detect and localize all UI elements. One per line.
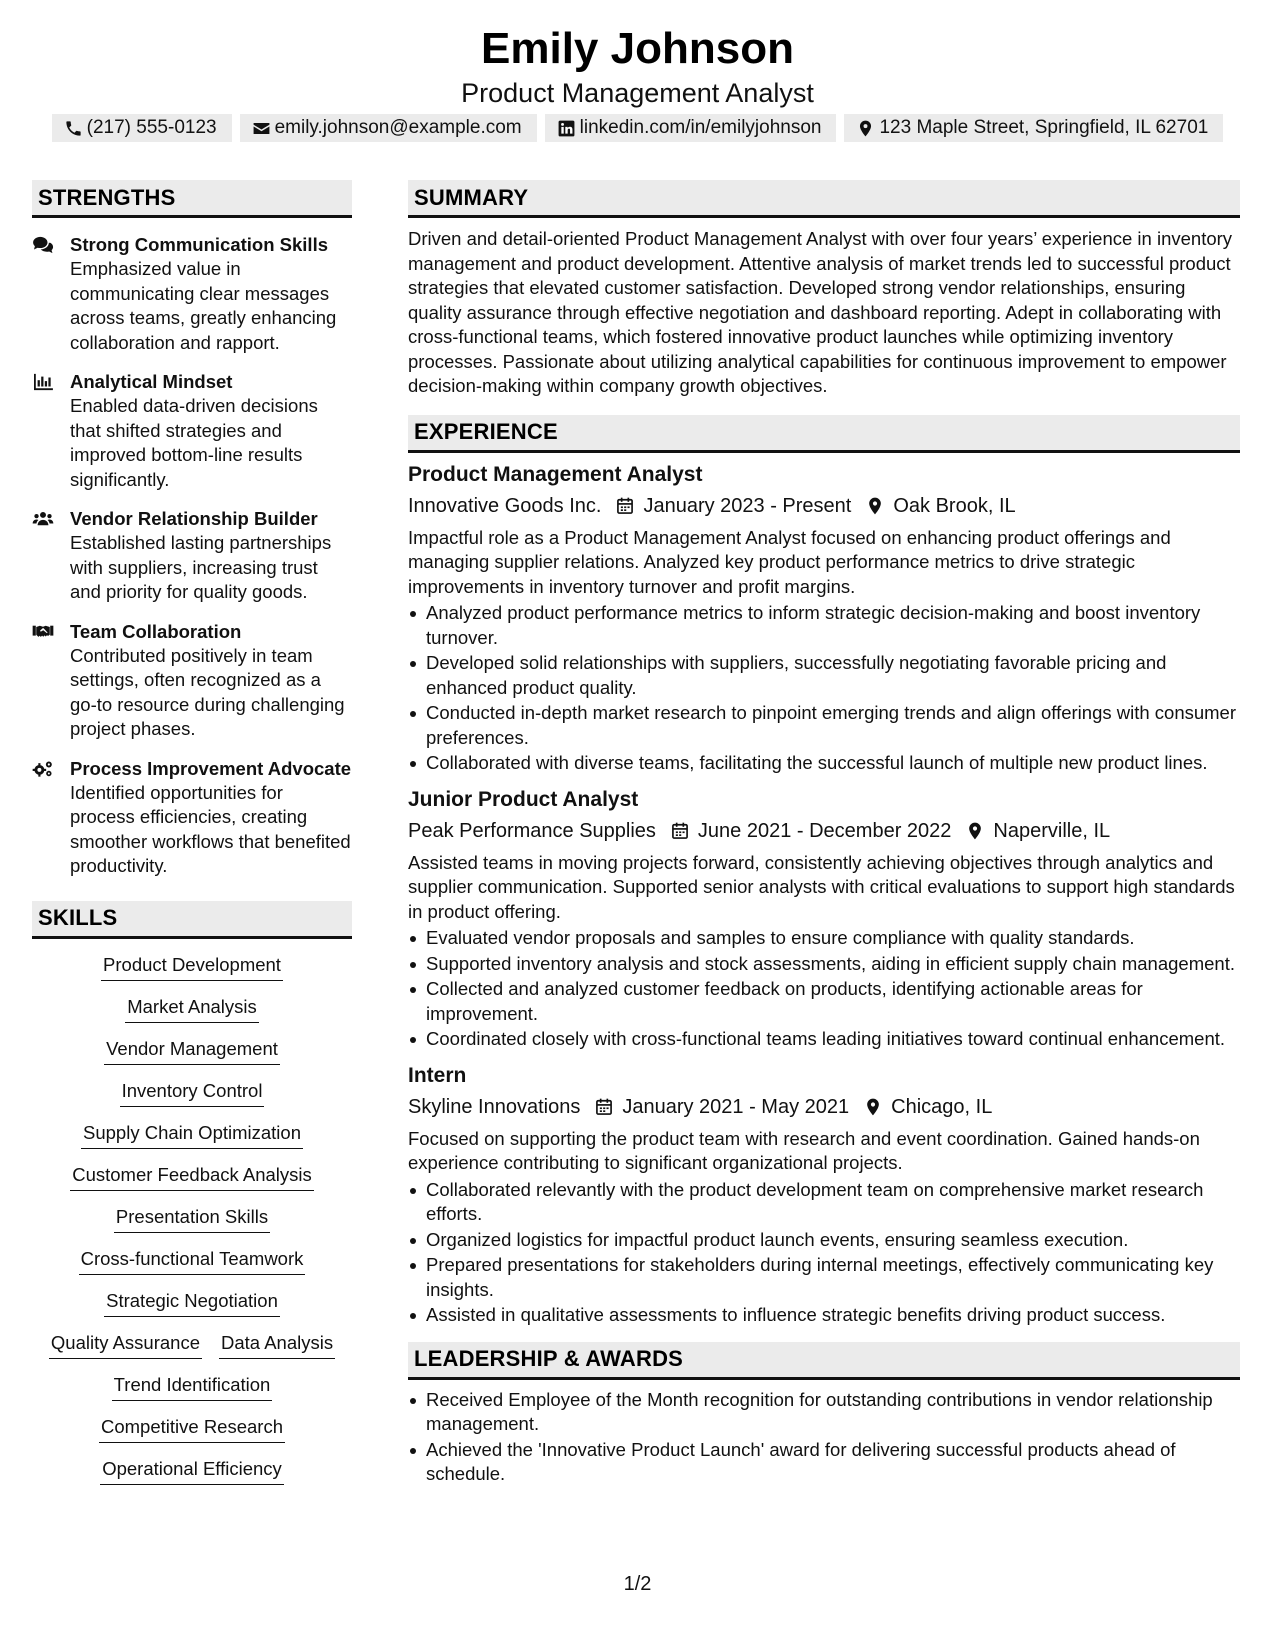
strength-title: Process Improvement Advocate [70, 757, 352, 779]
job-bullet: Collaborated with diverse teams, facilitating the successful launch of multiple new product lines. [408, 751, 1240, 776]
skills-list [32, 951, 352, 1485]
contact-bar [0, 114, 1275, 142]
candidate-title: Product Management Analyst [461, 78, 814, 108]
job-bullet: Developed solid relationships with suppliers, successfully negotiating favorable pricing and enhanced product quality. [408, 651, 1240, 700]
skill-tag: Inventory Control [120, 1077, 265, 1107]
map-marker-icon [856, 119, 875, 138]
users-icon [32, 510, 54, 528]
left-column [32, 180, 352, 1485]
strength-desc: Contributed positively in team settings, often recognized as a go-to resource during challenging project phases. [70, 644, 345, 739]
skill-tag: Trend Identification [112, 1371, 273, 1401]
map-marker-icon [865, 496, 885, 516]
job-bullets [408, 1178, 1240, 1328]
job-entry [408, 461, 1240, 776]
job-bullet: Assisted in qualitative assessments to influence strategic benefits driving product success. [408, 1303, 1240, 1328]
job-company: Peak Performance Supplies [408, 819, 656, 842]
award-item: Achieved the 'Innovative Product Launch' award for delivering successful products ahead of schedule. [408, 1438, 1240, 1487]
skill-tag: Quality Assurance [49, 1329, 202, 1359]
job-dates: January 2021 - May 2021 [622, 1095, 850, 1118]
skill-tag: Data Analysis [219, 1329, 335, 1359]
job-bullet: Conducted in-depth market research to pinpoint emerging trends and align offerings with consumer preferences. [408, 701, 1240, 750]
job-bullet: Collaborated relevantly with the product development team on comprehensive market research efforts. [408, 1178, 1240, 1227]
skill-tag: Competitive Research [99, 1413, 285, 1443]
skill-tag: Market Analysis [125, 993, 259, 1023]
contact-linkedin-text: linkedin.com/in/emilyjohnson [579, 117, 822, 138]
strength-desc: Identified opportunities for process efficiencies, creating smoother workflows that benefited productivity. [70, 781, 351, 876]
job-role: Junior Product Analyst [408, 787, 639, 811]
strength-desc: Enabled data-driven decisions that shifted strategies and improved bottom-line results significantly. [70, 395, 318, 490]
strength-title: Strong Communication Skills [70, 234, 328, 255]
job-entry [408, 1062, 1240, 1328]
job-description: Impactful role as a Product Management Analyst focused on enhancing product offerings and managing supplier relations. Analyzed key product performance metrics to drive strategic improvements in inventory turnover and profit margins. [408, 526, 1171, 597]
strength-item [32, 369, 352, 492]
job-description: Assisted teams in moving projects forward, consistently achieving objectives through analytics and supplier communication. Supported senior analysts with critical evaluations to support high standards in product offering. [408, 851, 1235, 922]
strength-title: Analytical Mindset [70, 371, 233, 392]
job-bullet: Analyzed product performance metrics to inform strategic decision-making and boost inventory turnover. [408, 601, 1240, 650]
job-bullet: Coordinated closely with cross-functional teams leading initiatives toward continual enhancement. [408, 1027, 1240, 1052]
experience-heading: EXPERIENCE [408, 415, 1240, 453]
strength-title: Team Collaboration [70, 620, 242, 642]
job-company: Skyline Innovations [408, 1095, 581, 1118]
job-meta [408, 1092, 1240, 1122]
job-role: Intern [408, 1063, 467, 1087]
skill-tag: Cross-functional Teamwork [79, 1245, 306, 1275]
candidate-name: Emily Johnson [481, 24, 794, 73]
skill-tag: Customer Feedback Analysis [70, 1161, 314, 1191]
job-location: Naperville, IL [993, 819, 1111, 842]
strength-item [32, 756, 352, 879]
strength-title: Vendor Relationship Builder [70, 508, 318, 529]
job-bullet: Supported inventory analysis and stock assessments, aiding in efficient supply chain management. [408, 952, 1240, 977]
envelope-icon [252, 119, 271, 138]
job-description: Focused on supporting the product team with research and event coordination. Gained hands-on experience contributing to significant organizational projects. [408, 1127, 1200, 1173]
job-meta [408, 491, 1240, 521]
cogs-icon [32, 760, 54, 778]
contact-phone-text: (217) 555-0123 [86, 117, 217, 138]
phone-icon [64, 119, 83, 138]
skill-tag: Presentation Skills [114, 1203, 270, 1233]
strengths-heading: STRENGTHS [32, 180, 352, 218]
strength-item [32, 506, 352, 605]
job-bullets [408, 601, 1240, 776]
job-location: Chicago, IL [891, 1095, 993, 1118]
strength-desc: Established lasting partnerships with suppliers, increasing trust and priority for quality goods. [70, 532, 332, 602]
job-bullet: Evaluated vendor proposals and samples to ensure compliance with quality standards. [408, 926, 1240, 951]
skill-tag: Operational Efficiency [100, 1455, 284, 1485]
calendar-icon [670, 821, 690, 841]
skills-heading: SKILLS [32, 901, 352, 939]
job-meta [408, 816, 1240, 846]
page-number: 1/2 [623, 1573, 652, 1595]
chart-bar-icon [32, 373, 54, 391]
strength-desc: Emphasized value in communicating clear messages across teams, greatly enhancing collaboration and rapport. [70, 258, 337, 353]
job-bullets [408, 926, 1240, 1052]
strength-item [32, 619, 352, 742]
job-dates: June 2021 - December 2022 [697, 819, 952, 842]
map-marker-icon [863, 1097, 883, 1117]
contact-email[interactable] [240, 114, 537, 142]
calendar-icon [594, 1097, 614, 1117]
job-bullet: Collected and analyzed customer feedback on products, identifying actionable areas for improvement. [408, 977, 1240, 1026]
job-role: Product Management Analyst [408, 462, 703, 486]
contact-phone[interactable] [52, 114, 232, 142]
skill-tag: Strategic Negotiation [104, 1287, 280, 1317]
job-company: Innovative Goods Inc. [408, 494, 602, 517]
skill-tag: Supply Chain Optimization [81, 1119, 303, 1149]
handshake-icon [32, 623, 54, 641]
contact-linkedin[interactable] [545, 114, 837, 142]
resume-header [0, 22, 1275, 110]
summary-heading: SUMMARY [408, 180, 1240, 218]
linkedin-icon [557, 119, 576, 138]
strength-item [32, 232, 352, 355]
award-item: Received Employee of the Month recognition for outstanding contributions in vendor relationship management. [408, 1388, 1240, 1437]
summary-text: Driven and detail-oriented Product Management Analyst with over four years’ experience in inventory management and product development. Attentive analysis of market trends led to successful product strategies that elevated customer satisfaction. Developed strong vendor relationships, ensuring quality assurance through effective negotiation and dashboard reporting. Adept in collaborating with cross-functional teams, which fostered innovative product launches while optimizing inventory processes. Passionate about utilizing analytical capabilities for continuous improvement to empower decision-making within company growth objectives. [408, 228, 1233, 396]
job-bullet: Organized logistics for impactful product launch events, ensuring seamless execution. [408, 1228, 1240, 1253]
awards-list [408, 1388, 1240, 1487]
contact-email-text: emily.johnson@example.com [274, 117, 522, 138]
job-bullet: Prepared presentations for stakeholders during internal meetings, effectively communicating key insights. [408, 1253, 1240, 1302]
map-marker-icon [965, 821, 985, 841]
contact-address-text: 123 Maple Street, Springfield, IL 62701 [879, 117, 1209, 138]
skill-tag: Product Development [101, 951, 283, 981]
awards-heading: LEADERSHIP & AWARDS [408, 1342, 1240, 1380]
skill-tag: Vendor Management [104, 1035, 280, 1065]
job-entry [408, 786, 1240, 1052]
job-location: Oak Brook, IL [893, 494, 1016, 517]
comments-icon [32, 236, 54, 254]
calendar-icon [615, 496, 635, 516]
job-dates: January 2023 - Present [643, 494, 852, 517]
contact-address [844, 114, 1223, 142]
right-column [408, 180, 1240, 1487]
